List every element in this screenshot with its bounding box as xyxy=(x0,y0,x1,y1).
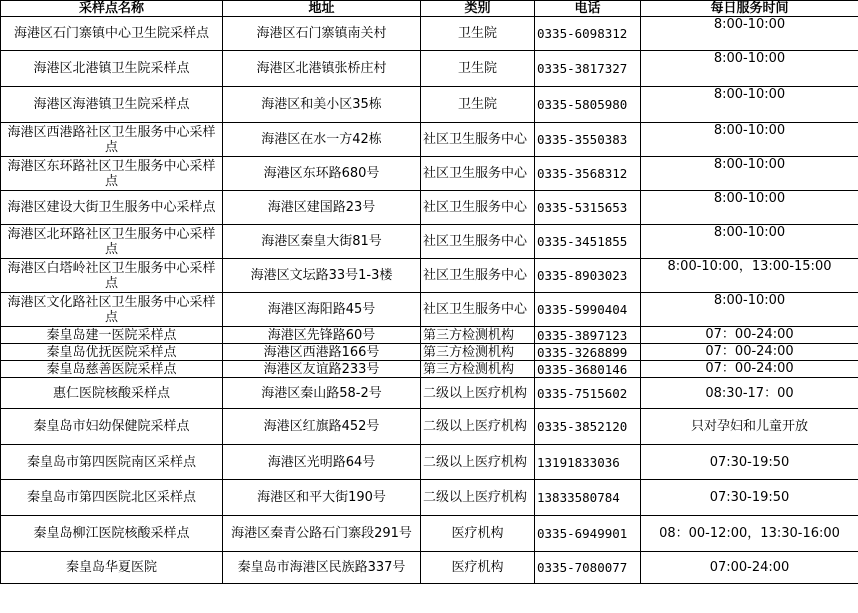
site-name: 秦皇岛慈善医院采样点 xyxy=(1,361,223,378)
site-name: 海港区建设大街卫生服务中心采样点 xyxy=(1,191,223,225)
site-phone: 0335-5315653 xyxy=(535,191,641,225)
table-row xyxy=(1,552,858,584)
site-type: 第三方检测机构 xyxy=(421,361,535,378)
site-address: 海港区西港路166号 xyxy=(223,344,421,361)
site-address: 海港区秦皇大街81号 xyxy=(223,225,421,259)
site-hours: 08:30-17：00 xyxy=(641,378,858,409)
site-address: 海港区先锋路60号 xyxy=(223,327,421,344)
site-hours: 8:00-10:00 xyxy=(641,293,858,327)
site-hours: 07：00-24:00 xyxy=(641,361,858,378)
site-phone: 0335-6098312 xyxy=(535,17,641,51)
site-hours: 8:00-10:00 xyxy=(641,225,858,259)
site-hours: 8:00-10:00 xyxy=(641,17,858,51)
site-type: 二级以上医疗机构 xyxy=(421,480,535,516)
table-row xyxy=(1,17,858,51)
site-address: 海港区北港镇张桥庄村 xyxy=(223,51,421,87)
site-name: 秦皇岛华夏医院 xyxy=(1,552,223,584)
site-type: 二级以上医疗机构 xyxy=(421,445,535,480)
site-type: 社区卫生服务中心 xyxy=(421,293,535,327)
site-hours: 07:30-19:50 xyxy=(641,445,858,480)
site-phone: 0335-3550383 xyxy=(535,123,641,157)
site-address: 海港区东环路680号 xyxy=(223,157,421,191)
table-row xyxy=(1,259,858,293)
table-row xyxy=(1,123,858,157)
site-type: 社区卫生服务中心 xyxy=(421,123,535,157)
site-name: 海港区北环路社区卫生服务中心采样点 xyxy=(1,225,223,259)
site-address: 秦皇岛市海港区民族路337号 xyxy=(223,552,421,584)
site-phone: 0335-3568312 xyxy=(535,157,641,191)
site-type: 社区卫生服务中心 xyxy=(421,225,535,259)
site-phone: 0335-7515602 xyxy=(535,378,641,409)
site-address: 海港区秦青公路石门寨段291号 xyxy=(223,516,421,552)
site-type: 医疗机构 xyxy=(421,552,535,584)
site-hours: 8:00-10:00 xyxy=(641,157,858,191)
table-row xyxy=(1,191,858,225)
table-row xyxy=(1,516,858,552)
site-phone: 0335-3897123 xyxy=(535,327,641,344)
site-name: 海港区白塔岭社区卫生服务中心采样点 xyxy=(1,259,223,293)
table-row xyxy=(1,361,858,378)
site-name: 秦皇岛市妇幼保健院采样点 xyxy=(1,409,223,445)
site-name: 海港区东环路社区卫生服务中心采样点 xyxy=(1,157,223,191)
site-name: 海港区北港镇卫生院采样点 xyxy=(1,51,223,87)
site-phone: 0335-8903023 xyxy=(535,259,641,293)
site-address: 海港区和平大街190号 xyxy=(223,480,421,516)
header-hours: 每日服务时间 xyxy=(641,1,858,17)
table-row xyxy=(1,480,858,516)
table-row xyxy=(1,445,858,480)
site-type: 社区卫生服务中心 xyxy=(421,191,535,225)
site-address: 海港区海阳路45号 xyxy=(223,293,421,327)
site-name: 秦皇岛优抚医院采样点 xyxy=(1,344,223,361)
site-address: 海港区石门寨镇南关村 xyxy=(223,17,421,51)
site-type: 社区卫生服务中心 xyxy=(421,157,535,191)
header-type: 类别 xyxy=(421,1,535,17)
site-phone: 0335-5990404 xyxy=(535,293,641,327)
header-address: 地址 xyxy=(223,1,421,17)
site-address: 海港区光明路64号 xyxy=(223,445,421,480)
site-hours: 07：00-24:00 xyxy=(641,344,858,361)
site-phone: 0335-5805980 xyxy=(535,87,641,123)
header-row xyxy=(1,1,858,17)
site-hours: 07:30-19:50 xyxy=(641,480,858,516)
site-address: 海港区文坛路33号1-3楼 xyxy=(223,259,421,293)
site-hours: 07：00-24:00 xyxy=(641,327,858,344)
site-phone: 0335-3451855 xyxy=(535,225,641,259)
site-address: 海港区友谊路233号 xyxy=(223,361,421,378)
site-phone: 13191833036 xyxy=(535,445,641,480)
site-type: 卫生院 xyxy=(421,17,535,51)
site-phone: 0335-7080077 xyxy=(535,552,641,584)
table-row xyxy=(1,225,858,259)
site-hours: 8:00-10:00 xyxy=(641,123,858,157)
site-type: 第三方检测机构 xyxy=(421,327,535,344)
site-hours: 只对孕妇和儿童开放 xyxy=(641,409,858,445)
site-name: 海港区文化路社区卫生服务中心采样点 xyxy=(1,293,223,327)
site-hours: 08：00-12:00，13:30-16:00 xyxy=(641,516,858,552)
site-type: 二级以上医疗机构 xyxy=(421,378,535,409)
site-phone: 0335-3268899 xyxy=(535,344,641,361)
site-phone: 0335-3680146 xyxy=(535,361,641,378)
site-hours: 07:00-24:00 xyxy=(641,552,858,584)
table-row xyxy=(1,87,858,123)
site-name: 海港区西港路社区卫生服务中心采样点 xyxy=(1,123,223,157)
site-name: 秦皇岛市第四医院南区采样点 xyxy=(1,445,223,480)
table-row xyxy=(1,344,858,361)
site-hours: 8:00-10:00 xyxy=(641,191,858,225)
site-name: 海港区石门寨镇中心卫生院采样点 xyxy=(1,17,223,51)
site-name: 秦皇岛市第四医院北区采样点 xyxy=(1,480,223,516)
table-row xyxy=(1,51,858,87)
site-phone: 0335-6949901 xyxy=(535,516,641,552)
site-type: 第三方检测机构 xyxy=(421,344,535,361)
site-name: 秦皇岛建一医院采样点 xyxy=(1,327,223,344)
header-name: 采样点名称 xyxy=(1,1,223,17)
site-name: 海港区海港镇卫生院采样点 xyxy=(1,87,223,123)
site-name: 惠仁医院核酸采样点 xyxy=(1,378,223,409)
site-name: 秦皇岛柳江医院核酸采样点 xyxy=(1,516,223,552)
site-hours: 8:00-10:00 xyxy=(641,51,858,87)
site-type: 社区卫生服务中心 xyxy=(421,259,535,293)
table-row xyxy=(1,157,858,191)
site-address: 海港区红旗路452号 xyxy=(223,409,421,445)
site-type: 二级以上医疗机构 xyxy=(421,409,535,445)
table-row xyxy=(1,293,858,327)
site-hours: 8:00-10:00，13:00-15:00 xyxy=(641,259,858,293)
site-address: 海港区和美小区35栋 xyxy=(223,87,421,123)
site-phone: 0335-3852120 xyxy=(535,409,641,445)
site-hours: 8:00-10:00 xyxy=(641,87,858,123)
site-type: 医疗机构 xyxy=(421,516,535,552)
table-row xyxy=(1,378,858,409)
table-row xyxy=(1,409,858,445)
site-address: 海港区在水一方42栋 xyxy=(223,123,421,157)
site-type: 卫生院 xyxy=(421,51,535,87)
table-row xyxy=(1,327,858,344)
site-phone: 0335-3817327 xyxy=(535,51,641,87)
header-phone: 电话 xyxy=(535,1,641,17)
site-type: 卫生院 xyxy=(421,87,535,123)
site-address: 海港区秦山路58-2号 xyxy=(223,378,421,409)
site-phone: 13833580784 xyxy=(535,480,641,516)
site-address: 海港区建国路23号 xyxy=(223,191,421,225)
